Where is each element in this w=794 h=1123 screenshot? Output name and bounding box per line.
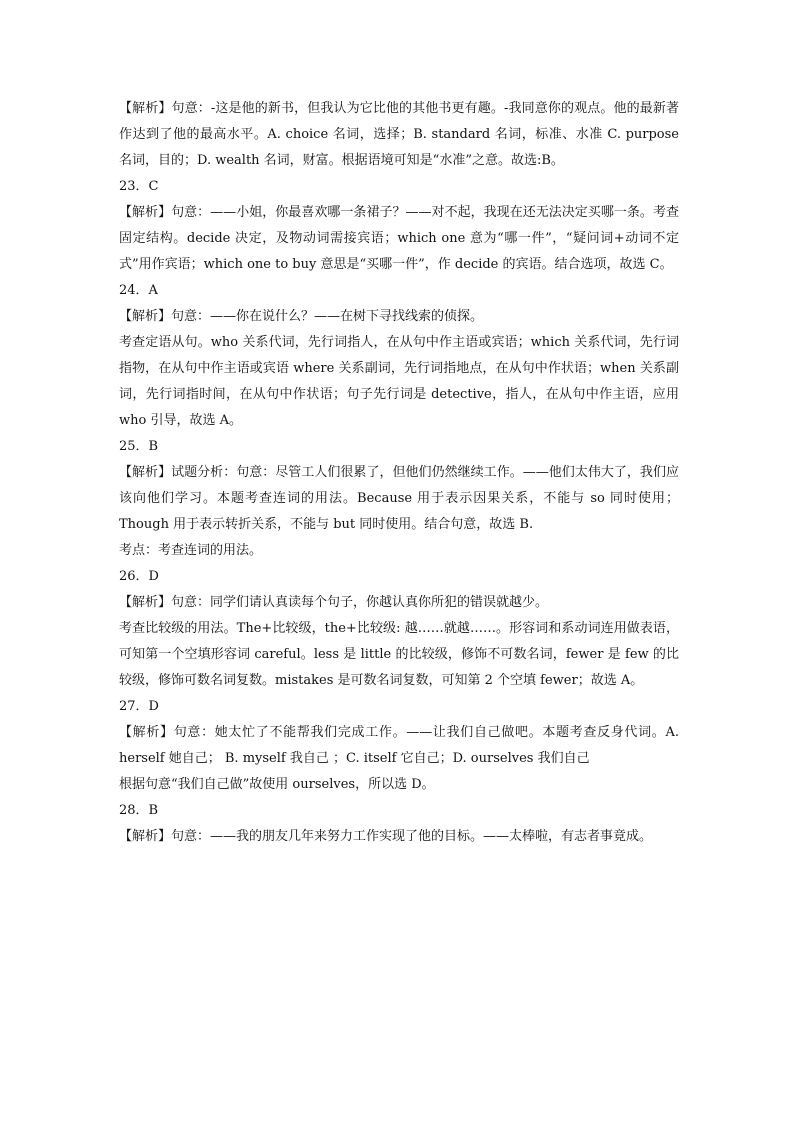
answer-23: 23．C bbox=[119, 179, 159, 194]
paragraph-24-explanation: 考查定语从句。who 关系代词，先行词指人，在从句中作主语或宾语；which 关系代词，先行词指物，在从句中作主语或宾语 where 关系副词，先行词指地点，在从句中作状语；when 关系副词，先行词指时间，在从句中作状语；句子先行词是 detective，指人，在从句中作主语，应用 who 引导，故选 A。 bbox=[119, 335, 679, 428]
answer-28: 28．B bbox=[119, 803, 159, 818]
paragraph-26-explanation: 考查比较级的用法。The+比较级，the+比较级: 越……就越……。形容词和系动词连用做表语，可知第一个空填形容词 careful。less 是 little 的比较级，修饰不可数名词，fewer 是 few 的比较级，修饰可数名词复数。mistakes 是可数名词复数，可知第 2 个空填 fewer；故选 A。 bbox=[119, 621, 679, 688]
paragraph-25-point: 考点：考查连词的用法。 bbox=[119, 543, 263, 558]
paragraph-27-explanation: 【解析】句意：她太忙了不能帮我们完成工作。——让我们自己做吧。本题考查反身代词。A. herself 她自己； B. myself 我自己 ；C. itself 它自己；D. ourselves 我们自己 bbox=[119, 725, 679, 766]
paragraph-23-explanation: 【解析】句意：——小姐，你最喜欢哪一条裙子？——对不起，我现在还无法决定买哪一条。考查固定结构。decide 决定，及物动词需接宾语；which one 意为“哪一件”，“疑问词+动词不定式”用作宾语；which one to buy 意思是“买哪一件”，作 decide 的宾语。结合选项，故选 C。 bbox=[119, 205, 679, 272]
answer-27: 27．D bbox=[119, 699, 159, 714]
answer-25: 25．B bbox=[119, 439, 159, 454]
paragraph-24-meaning: 【解析】句意：——你在说什么？——在树下寻找线索的侦探。 bbox=[119, 309, 484, 324]
paragraph-26-meaning: 【解析】句意：同学们请认真读每个句子，你越认真你所犯的错误就越少。 bbox=[119, 595, 549, 610]
paragraph-27-conclusion: 根据句意“我们自己做”故使用 ourselves，所以选 D。 bbox=[119, 777, 435, 792]
document-page bbox=[119, 96, 679, 850]
paragraph-28-explanation: 【解析】句意：——我的朋友几年来努力工作实现了他的目标。——太棒啦，有志者事竟成。 bbox=[119, 829, 653, 844]
answer-26: 26．D bbox=[119, 569, 159, 584]
paragraph-25-explanation: 【解析】试题分析：句意：尽管工人们很累了，但他们仍然继续工作。——他们太伟大了，我们应该向他们学习。本题考查连词的用法。Because 用于表示因果关系，不能与 so 同时使用；Though 用于表示转折关系，不能与 but 同时使用。结合句意，故选 B. bbox=[119, 465, 679, 532]
paragraph-22-explanation: 【解析】句意：-这是他的新书，但我认为它比他的其他书更有趣。-我同意你的观点。他的最新著作达到了他的最高水平。A. choice 名词，选择；B. standard 名词，标准、水准 C. purpose 名词，目的；D. wealth 名词，财富。根据语境可知是“水准”之意。故选:B。 bbox=[119, 101, 679, 168]
answer-24: 24．A bbox=[119, 283, 158, 298]
